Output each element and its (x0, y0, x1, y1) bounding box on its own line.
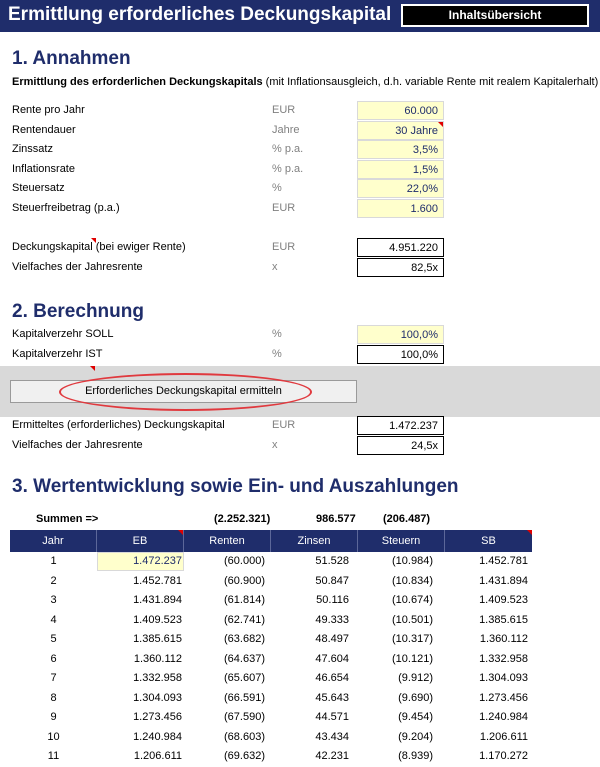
sum-zinsen: 986.577 (316, 513, 356, 525)
result-label: Ermitteltes (erforderliches) Deckungskapital (12, 419, 225, 431)
input-unit: % p.a. (272, 143, 304, 155)
table-row (10, 611, 532, 631)
table-row (10, 708, 532, 728)
comment-marker-icon[interactable] (91, 238, 96, 243)
cell-renten: (60.900) (224, 574, 265, 587)
comment-marker-icon[interactable] (90, 366, 95, 371)
inflationsrate-input[interactable]: 1,5% (357, 160, 444, 179)
steuersatz-input[interactable]: 22,0% (357, 179, 444, 198)
column-header-eb (97, 530, 184, 552)
cell-sb: 1.304.093 (479, 672, 528, 684)
cell-eb: 1.206.611 (133, 750, 182, 762)
comment-marker-icon[interactable] (438, 122, 443, 127)
column-header-sb-label: SB (481, 535, 496, 547)
calc-unit: % (272, 348, 282, 360)
input-row-rente (0, 101, 600, 120)
cell-renten: (65.607) (224, 672, 265, 684)
cell-eb: 1.452.781 (133, 574, 182, 587)
cell-sb: 1.332.958 (479, 652, 528, 665)
cell-zinsen: 46.654 (315, 672, 349, 684)
deckungskapital-value: 4.951.220 (357, 238, 444, 257)
table-row (10, 591, 532, 611)
cell-jahr: 10 (47, 730, 60, 743)
cell-zinsen: 43.434 (315, 730, 349, 743)
cell-zinsen: 49.333 (315, 613, 349, 626)
cell-steuern: (9.690) (398, 691, 433, 704)
header-banner (0, 0, 600, 32)
table-row (10, 630, 532, 650)
result-unit: x (272, 439, 278, 451)
sums-label: Summen => (36, 513, 99, 525)
output-row-deckungskapital (0, 238, 600, 257)
cell-eb: 1.304.093 (133, 691, 182, 704)
cell-jahr: 11 (47, 750, 60, 762)
cell-jahr: 5 (50, 633, 57, 645)
table-row (10, 728, 532, 748)
column-header-jahr: Jahr (10, 530, 97, 552)
cell-eb: 1.273.456 (133, 711, 182, 723)
cell-renten: (62.741) (224, 613, 265, 626)
output-label: Deckungskapital (bei ewiger Rente) (12, 241, 186, 253)
result-row-vielfaches (0, 436, 600, 455)
table-row (10, 552, 532, 572)
cell-steuern: (8.939) (398, 750, 433, 762)
cell-renten: (64.637) (224, 652, 265, 665)
cell-jahr: 1 (50, 555, 57, 567)
cell-zinsen: 48.497 (315, 633, 349, 645)
cell-sb: 1.360.112 (479, 633, 528, 645)
cell-steuern: (10.984) (392, 555, 433, 567)
cell-zinsen: 50.116 (316, 594, 349, 606)
sum-renten: (2.252.321) (214, 513, 271, 525)
table-row (10, 572, 532, 592)
result-row-capital (0, 416, 600, 435)
cell-steuern: (10.121) (392, 652, 433, 665)
input-unit: Jahre (272, 123, 300, 136)
cell-eb: 1.332.958 (133, 672, 182, 684)
table-row (10, 747, 532, 767)
table-row (10, 650, 532, 670)
column-header-eb-label: EB (132, 535, 148, 547)
calc-label: Kapitalverzehr SOLL (12, 328, 114, 340)
cell-steuern: (9.204) (398, 730, 433, 743)
table-header (10, 530, 532, 552)
cell-steuern: (10.317) (392, 633, 433, 645)
ermitteltes-deckungskapital-value: 1.472.237 (357, 416, 444, 435)
input-label: Rente pro Jahr (12, 104, 85, 116)
calc-unit: % (272, 328, 282, 340)
calc-row-soll (0, 325, 600, 344)
cell-eb: 1.360.112 (133, 652, 182, 665)
table-row (10, 669, 532, 689)
cell-sb: 1.240.984 (479, 711, 528, 723)
cell-eb: 1.385.615 (133, 633, 182, 645)
cell-eb: 1.472.237 (133, 555, 182, 567)
column-header-sb (445, 530, 532, 552)
cell-sb: 1.409.523 (479, 594, 528, 606)
subtitle-rest: (mit Inflationsausgleich, d.h. variable Rente mit realem Kapitalerhalt) (262, 76, 599, 88)
cell-jahr: 6 (50, 652, 57, 665)
input-label: Inflationsrate (12, 162, 75, 175)
cell-sb: 1.431.894 (479, 574, 528, 587)
input-row-steuersatz (0, 179, 600, 198)
cell-jahr: 3 (50, 594, 57, 606)
section-1-title: 1. Annahmen (12, 48, 131, 69)
cell-sb: 1.170.272 (479, 750, 528, 762)
cell-zinsen: 42.231 (315, 750, 349, 762)
input-label: Rentendauer (12, 123, 76, 136)
input-unit: % p.a. (272, 162, 304, 175)
cell-steuern: (10.674) (392, 594, 433, 606)
table-of-contents-button[interactable]: Inhaltsübersicht (401, 4, 589, 27)
cell-renten: (67.590) (224, 711, 265, 723)
cell-steuern: (9.454) (398, 711, 433, 723)
kapitalverzehr-soll-input[interactable]: 100,0% (357, 325, 444, 344)
section-3-title: 3. Wertentwicklung sowie Ein- und Auszahlungen (12, 476, 459, 497)
cell-jahr: 9 (50, 711, 57, 723)
input-label: Steuersatz (12, 182, 65, 194)
vielfaches-value: 82,5x (357, 258, 444, 277)
page-title: Ermittlung erforderliches Deckungskapital (8, 4, 392, 25)
input-unit: % (272, 182, 282, 194)
calculate-capital-button[interactable]: Erforderliches Deckungskapital ermitteln (10, 380, 357, 403)
cell-renten: (69.632) (224, 750, 265, 762)
cell-zinsen: 45.643 (315, 691, 349, 704)
subtitle-bold: Ermittlung des erforderlichen Deckungskapitals (12, 76, 263, 88)
cell-renten: (61.814) (224, 594, 265, 606)
cell-renten: (68.603) (224, 730, 265, 743)
cell-steuern: (9.912) (398, 672, 433, 684)
rentendauer-value: 30 Jahre (395, 124, 438, 137)
result-vielfaches-value: 24,5x (357, 436, 444, 455)
steuerfreibetrag-input[interactable]: 1.600 (357, 199, 444, 218)
input-row-inflationsrate (0, 160, 600, 179)
comment-marker-icon[interactable] (527, 530, 532, 535)
rente-pro-jahr-input[interactable]: 60.000 (357, 101, 444, 120)
input-row-rentendauer (0, 121, 600, 140)
cell-renten: (60.000) (224, 555, 265, 567)
cell-sb: 1.273.456 (479, 691, 528, 704)
calc-row-ist (0, 345, 600, 364)
zinssatz-input[interactable]: 3,5% (357, 140, 444, 159)
cell-steuern: (10.834) (392, 574, 433, 587)
cell-zinsen: 44.571 (315, 711, 349, 723)
input-label: Zinssatz (12, 143, 53, 155)
cell-zinsen: 47.604 (315, 652, 349, 665)
cell-sb: 1.206.611 (479, 730, 528, 743)
input-row-steuerfreibetrag (0, 199, 600, 218)
calc-label: Kapitalverzehr IST (12, 348, 103, 360)
output-unit: x (272, 261, 278, 273)
sums-row (0, 513, 600, 527)
cell-eb: 1.240.984 (133, 730, 182, 743)
cell-renten: (63.682) (224, 633, 265, 645)
cell-jahr: 2 (50, 574, 57, 587)
output-row-vielfaches (0, 258, 600, 277)
output-label: Vielfaches der Jahresrente (12, 261, 143, 273)
section-2-title: 2. Berechnung (12, 301, 144, 322)
cell-renten: (66.591) (224, 691, 265, 704)
table-row (10, 689, 532, 709)
column-header-zinsen: Zinsen (271, 530, 358, 552)
value-table (10, 552, 532, 767)
column-header-steuern: Steuern (358, 530, 445, 552)
column-header-renten: Renten (184, 530, 271, 552)
comment-marker-icon[interactable] (178, 530, 183, 535)
cell-jahr: 4 (50, 613, 57, 626)
cell-eb: 1.409.523 (133, 613, 182, 626)
input-unit: EUR (272, 104, 296, 116)
rentendauer-input[interactable] (357, 121, 444, 140)
result-label: Vielfaches der Jahresrente (12, 439, 143, 451)
cell-eb: 1.431.894 (133, 594, 182, 606)
cell-zinsen: 50.847 (315, 574, 349, 587)
output-unit: EUR (272, 241, 296, 253)
input-row-zinssatz (0, 140, 600, 159)
cell-sb: 1.385.615 (479, 613, 528, 626)
section-1-subtitle (12, 76, 598, 88)
cell-zinsen: 51.528 (315, 555, 349, 567)
cell-steuern: (10.501) (392, 613, 433, 626)
sum-steuern: (206.487) (383, 513, 431, 525)
cell-jahr: 8 (50, 691, 57, 704)
cell-jahr: 7 (50, 672, 57, 684)
input-label: Steuerfreibetrag (p.a.) (12, 201, 120, 214)
result-unit: EUR (272, 419, 296, 431)
cell-sb: 1.452.781 (479, 555, 528, 567)
input-unit: EUR (272, 201, 296, 214)
kapitalverzehr-ist-value: 100,0% (357, 345, 444, 364)
